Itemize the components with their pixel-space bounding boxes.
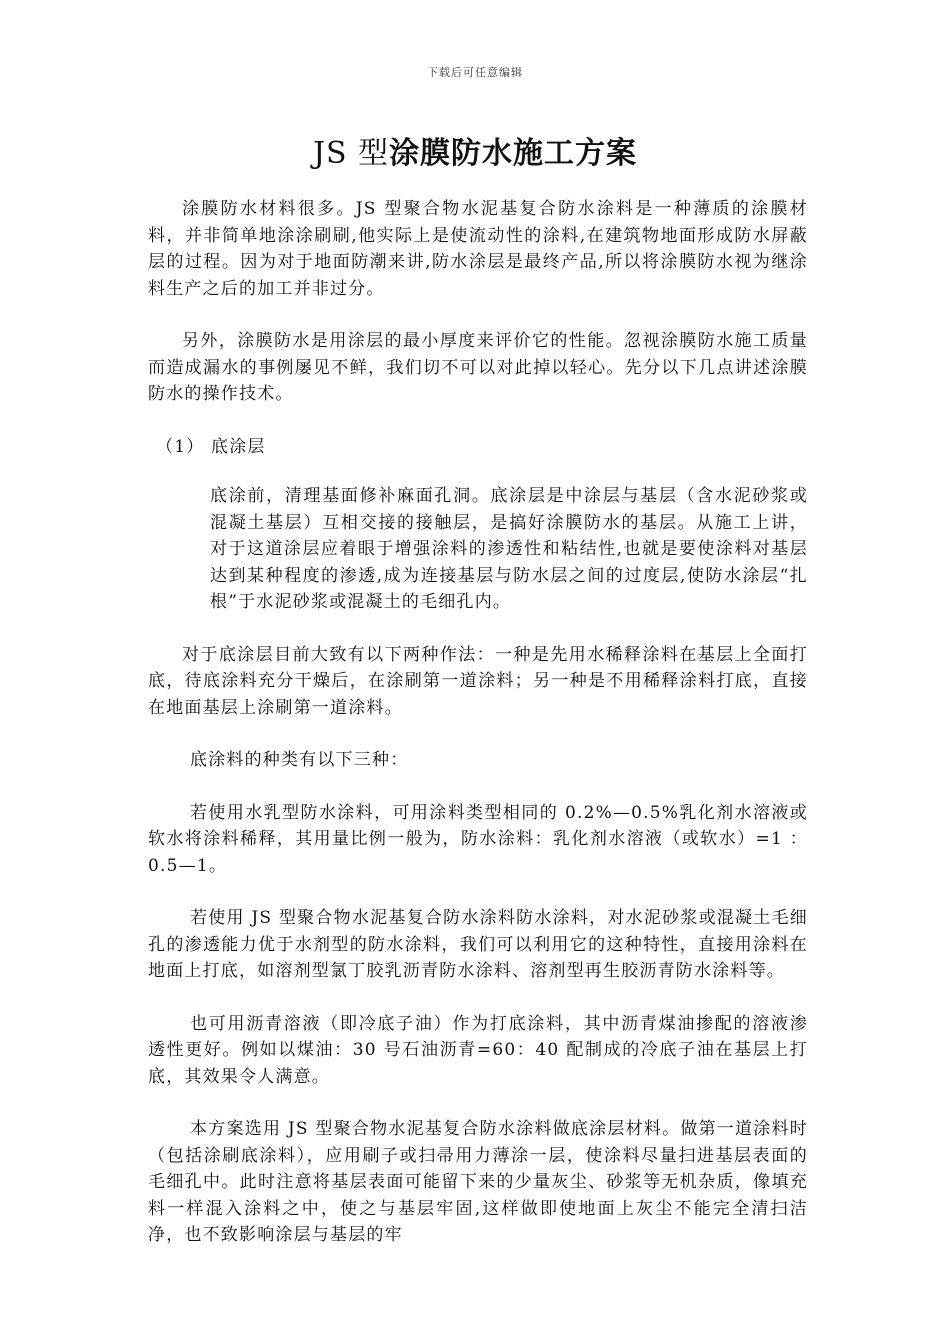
paragraph-selected-material: 本方案选用 JS 型聚合物水泥基复合防水涂料做底涂层材料。做第一道涂料时（包括涂刷底涂料），应用刷子或扫帚用力薄涂一层，使涂料尽量扫进基层表面的毛细孔中。此时注意将基层表面可能留下来的少量灰尘、砂浆等无机杂质，像填充料一样混入涂料之中，使之与基层牢固,这样做即使地面上灰尘不能完全清扫洁净，也不致影响涂层与基层的牢 (148, 1119, 808, 1245)
title-main: 涂膜防水施工方案 (389, 136, 638, 171)
paragraph-water-emulsion: 若使用水乳型防水涂料，可用涂料类型相同的 0.2%—0.5%乳化剂水溶液或软水将涂料稀释，其用量比例一般为，防水涂料：乳化剂水溶液（或软水）=1 ：0.5—1。 (148, 802, 808, 876)
title-prefix: JS 型 (312, 136, 390, 171)
paragraph-asphalt-solution: 也可用沥青溶液（即冷底子油）作为打底涂料，其中沥青煤油掺配的溶液渗透性更好。例如以煤油：30 号石油沥青=60：40 配制成的冷底子油在基层上打底，其效果令人满意。 (148, 1013, 808, 1087)
section-body-base-coat: 底涂前，清理基面修补麻面孔洞。底涂层是中涂层与基层（含水泥砂浆或混凝土基层）互相交接的接触层，是搞好涂膜防水的基层。从施工上讲，对于这道涂层应着眼于增强涂料的渗透性和粘结性,也就是要使涂料对基层达到某种程度的渗透,成为连接基层与防水层之间的过度层,使防水涂层“扎根”于水泥砂浆或混凝土的毛细孔内。 (210, 486, 808, 612)
paragraph-types-intro: 底涂料的种类有以下三种： (190, 750, 409, 770)
page-title (0, 128, 950, 172)
document-body (148, 196, 808, 1275)
paragraph-intro: 涂膜防水材料很多。JS 型聚合物水泥基复合防水涂料是一种薄质的涂膜材料，并非简单地涂涂刷刷,他实际上是使流动性的涂料,在建筑物地面形成防水屏蔽层的过程。因为对于地面防潮来讲,防水涂层是最终产品,所以将涂膜防水视为继涂料生产之后的加工并非过分。 (148, 199, 808, 299)
header-note: 下载后可任意编辑 (427, 66, 523, 79)
paragraph-js-coating: 若使用 JS 型聚合物水泥基复合防水涂料防水涂料，对水泥砂浆或混凝土毛细孔的渗透能力优于水剂型的防水涂料，我们可以利用它的这种特性，直接用涂料在地面上打底，如溶剂型氯丁胶乳沥青防水涂料、溶剂型再生胶沥青防水涂料等。 (148, 908, 808, 981)
section-heading-base-coat: （1） 底涂层 (156, 436, 266, 457)
paragraph-methods: 对于底涂层目前大致有以下两种作法：一种是先用水稀释涂料在基层上全面打底，待底涂料充分干燥后，在涂刷第一道涂料；另一种是不用稀释涂料打底，直接在地面基层上涂刷第一道涂料。 (148, 644, 808, 718)
paragraph-overview: 另外，涂膜防水是用涂层的最小厚度来评价它的性能。忽视涂膜防水施工质量而造成漏水的事例屡见不鲜，我们切不可以对此掉以轻心。先分以下几点讲述涂膜防水的操作技术。 (148, 331, 808, 404)
